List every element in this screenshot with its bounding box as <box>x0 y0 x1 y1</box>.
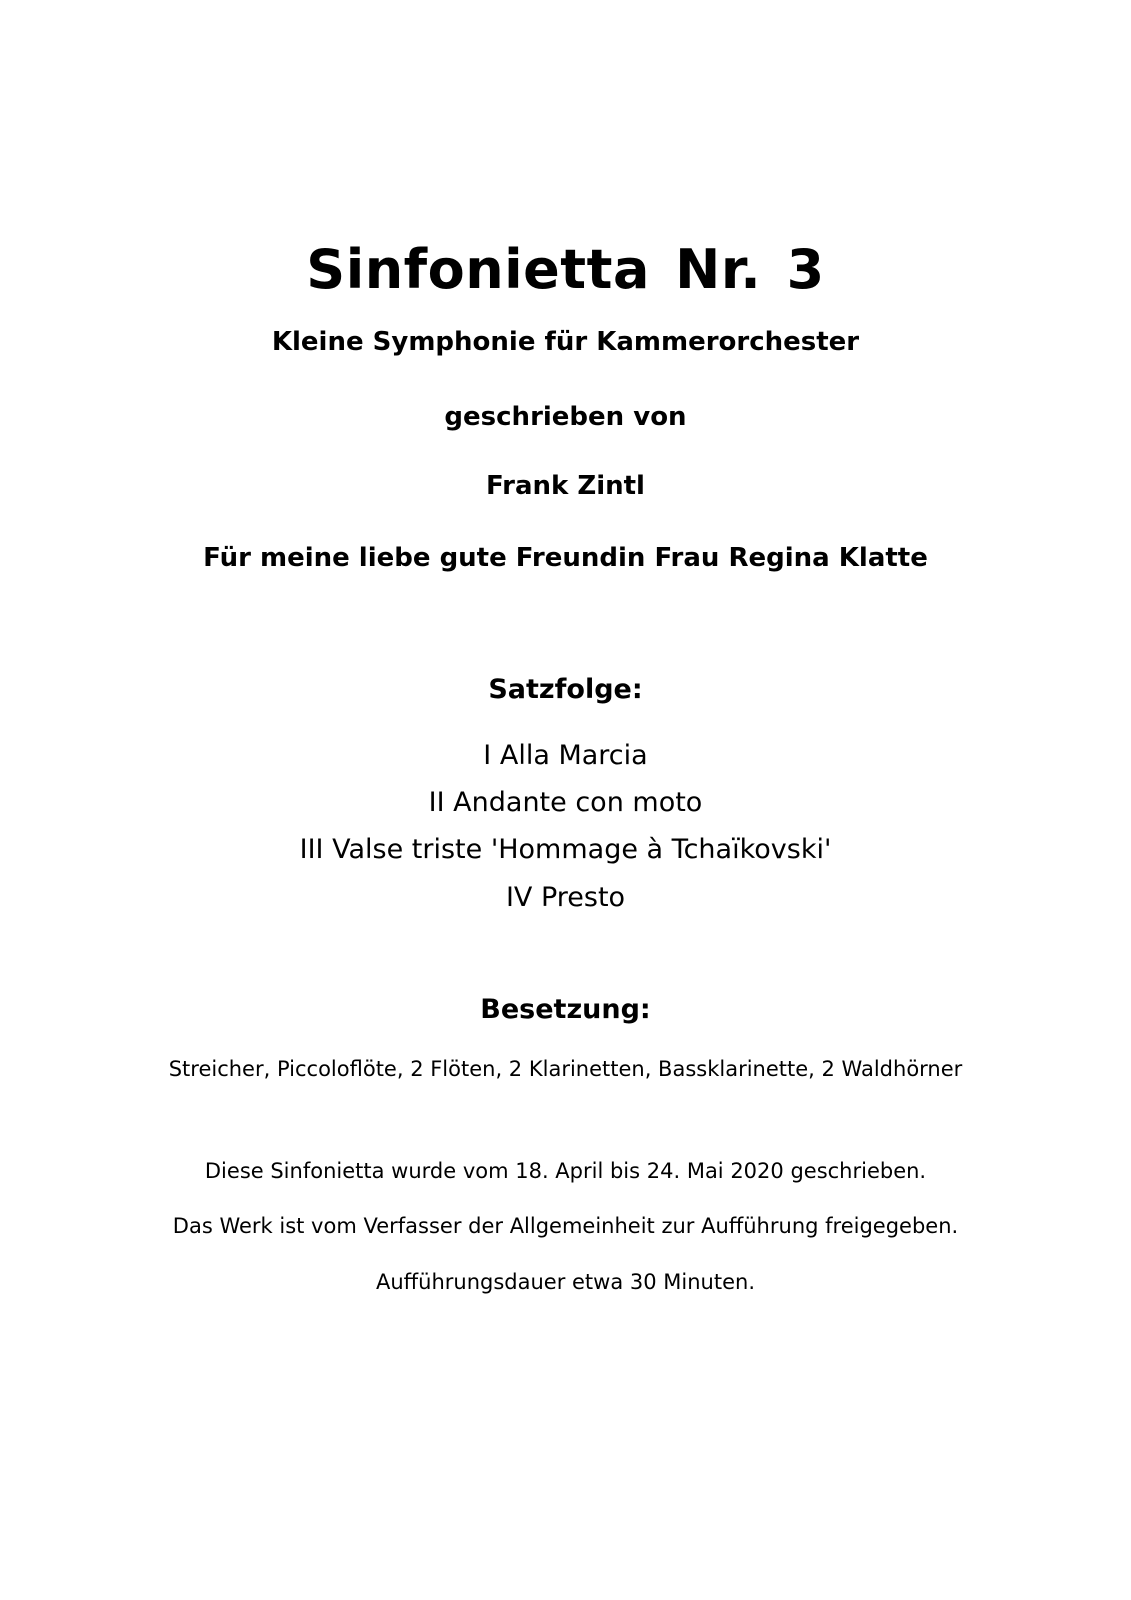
duration-note: Aufführungsdauer etwa 30 Minuten. <box>375 1270 755 1294</box>
movements-heading: Satzfolge: <box>488 674 643 705</box>
movement-item: IV Presto <box>505 882 626 913</box>
movement-item: II Andante con moto <box>428 787 703 818</box>
subtitle: Kleine Symphonie für Kammerorchester <box>271 327 860 357</box>
instrumentation-text: Streicher, Piccoloflöte, 2 Flöten, 2 Klarinetten, Bassklarinette, 2 Waldhörner <box>168 1057 963 1081</box>
composer-name: Frank Zintl <box>486 471 645 501</box>
movement-item: I Alla Marcia <box>483 740 648 771</box>
byline: geschrieben von <box>444 402 687 432</box>
license-note: Das Werk ist vom Verfasser der Allgemeinheit zur Aufführung freigegeben. <box>172 1214 959 1238</box>
movement-item: III Valse triste 'Hommage à Tchaïkovski' <box>299 834 832 865</box>
page-title: Sinfonietta Nr. 3 <box>306 238 825 301</box>
scoring-heading: Besetzung: <box>480 994 651 1025</box>
composition-date-note: Diese Sinfonietta wurde vom 18. April bis 24. Mai 2020 geschrieben. <box>204 1159 927 1183</box>
dedication: Für meine liebe gute Freundin Frau Regina Klatte <box>203 543 928 573</box>
